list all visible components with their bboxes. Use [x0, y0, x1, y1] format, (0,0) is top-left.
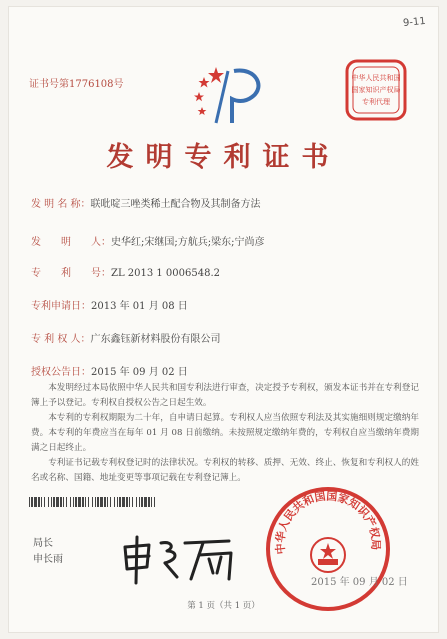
field-label: 发 明 人： — [31, 237, 111, 248]
field-value: 史华红;宋继国;方航兵;梁东;宁尚彦 — [111, 237, 265, 248]
field-patent-number — [31, 264, 220, 279]
body-paragraph-3: 专利证书记载专利权登记时的法律状况。专利权的转移、质押、无效、终止、恢复和专利权人的姓名或名称、国籍、地址变更等事项记载在专利登记簿上。 — [31, 458, 419, 483]
field-value: 联吡啶三唑类稀土配合物及其制备方法 — [90, 199, 261, 210]
seal-square — [344, 58, 408, 122]
field-label: 授权公告日： — [31, 367, 91, 378]
field-label: 专 利 权 人： — [31, 334, 91, 345]
field-inventors — [31, 233, 264, 248]
field-label: 专 利 号： — [31, 268, 111, 279]
barcode — [29, 497, 157, 507]
national-emblem-icon — [311, 538, 345, 572]
field-value: 2013 年 01 月 08 日 — [91, 301, 188, 312]
certificate-page — [8, 6, 439, 633]
director-signature — [119, 533, 239, 585]
handwritten-note: 9-11 — [402, 15, 427, 30]
field-patentee — [31, 330, 221, 345]
field-application-date — [31, 297, 188, 312]
page-number: 第 1 页（共 1 页） — [187, 601, 260, 611]
seal-round — [264, 485, 392, 613]
logo-p-mark — [232, 70, 258, 123]
director-name: 申长雨 — [33, 554, 63, 565]
field-value: 2015 年 09 月 02 日 — [91, 367, 188, 378]
field-label: 专利申请日： — [31, 301, 91, 312]
director-title: 局长 — [33, 538, 53, 549]
seal-square-line-1: 中华人民共和国 — [351, 74, 401, 82]
field-value: 广东鑫钰新材料股份有限公司 — [90, 334, 221, 345]
sipo-logo — [194, 65, 270, 125]
certificate-title: 发明专利证书 — [106, 142, 341, 173]
field-invention-name — [31, 195, 261, 210]
seal-round-text: 中华人民共和国国家知识产权局 — [273, 489, 383, 555]
field-grant-date — [31, 363, 188, 378]
stamp-date: 2015 年 09 月 02 日 — [311, 577, 408, 588]
seal-square-line-2: 国家知识产权局 — [351, 86, 401, 94]
field-label: 发 明 名 称： — [31, 199, 91, 210]
field-value: ZL 2013 1 0006548.2 — [111, 268, 221, 279]
certificate-number: 证书号第1776108号 — [29, 79, 124, 90]
seal-square-line-3: 专利代理 — [362, 98, 390, 106]
body-paragraph-2: 本专利的专利权期限为二十年，自申请日起算。专利权人应当依照专利法及其实施细则规定缴纳年费。本专利的年费应当在每年 01 月 08 日前缴纳。未按照规定缴纳年费的，专利权自应当缴纳年费期满之日起终止。 — [31, 413, 419, 453]
body-paragraph-1: 本发明经过本局依照中华人民共和国专利法进行审查，决定授予专利权，颁发本证书并在专利登记簿上予以登记。专利权自授权公告之日起生效。 — [31, 383, 419, 408]
